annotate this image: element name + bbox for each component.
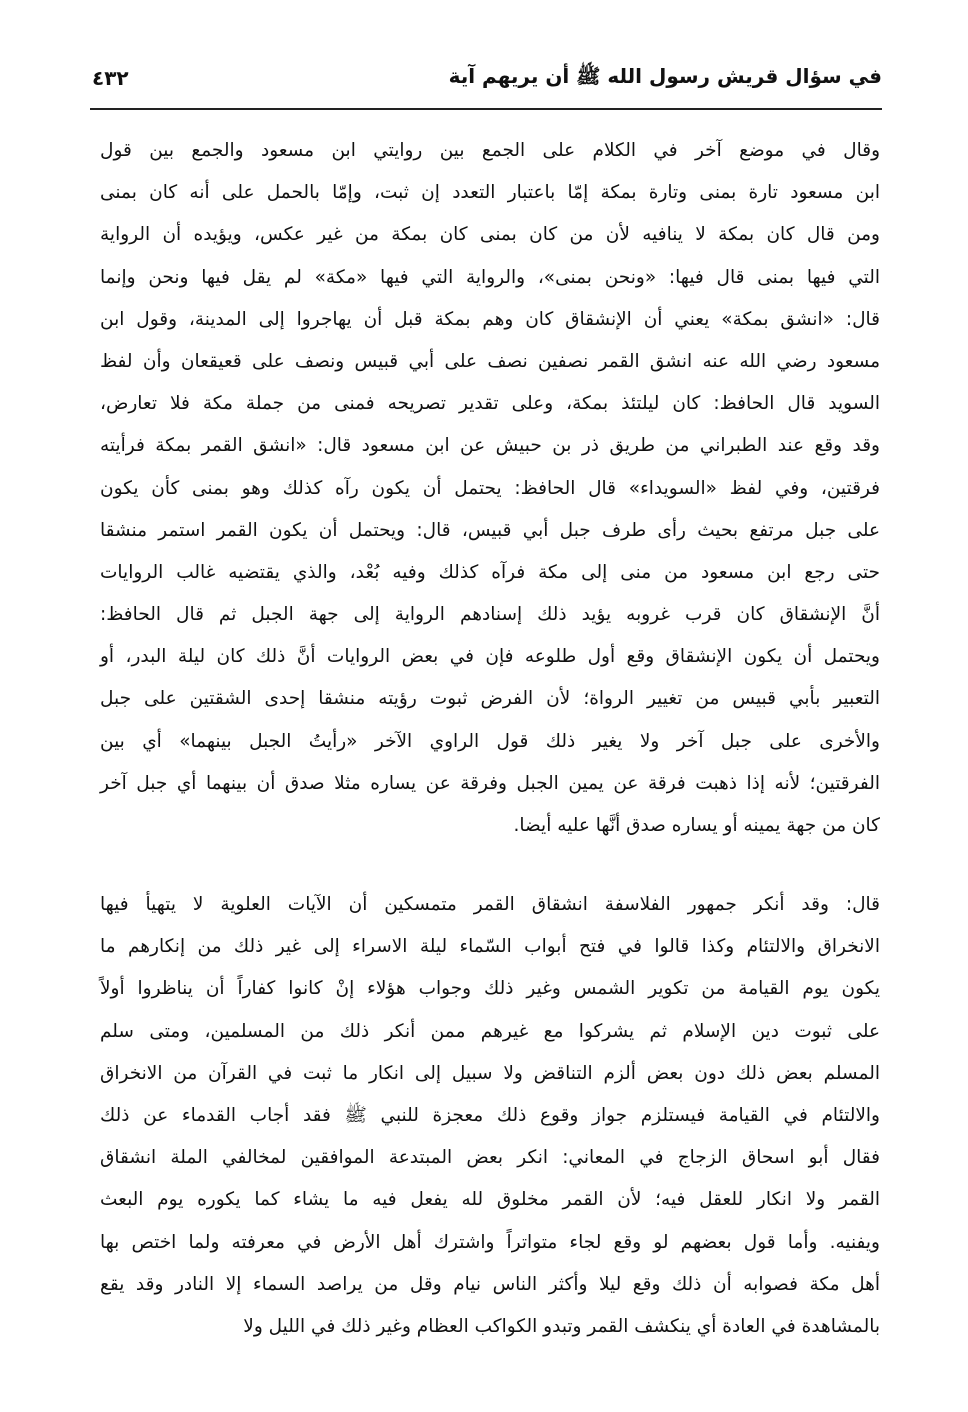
text-line: الفرقتين؛ لأنه إذا ذهبت فرقة عن يمين الجبل وفرقة عن يساره مثلا صدق أن بينهما أي جبل آخر [100,772,880,794]
text-line: حتى رجع ابن مسعود من منى إلى مكة فرآه كذلك وفيه بُعْد، والذي يقتضيه غالب الروايات [100,561,880,583]
text-line: فقال أبو اسحاق الزجاج في المعاني: انكر بعض المبتدعة الموافقين لمخالفي الملة انشقاق [100,1147,880,1169]
text-line: التعبير بأبي قبيس من تغيير الرواة؛ لأن الفرض ثبوت رؤيته منشقا إحدى الشقتين على جبل [100,688,880,710]
running-header [92,62,882,102]
page-number: ٤٣٢ [92,66,129,90]
text-line: بالمشاهدة في العادة أي ينكشف القمر وتبدو الكواكب العظام وغير ذلك في الليل ولا [243,1315,880,1337]
text-line: ويحتمل أن يكون الإنشقاق وقع أول طلوعه فإن في بعض الروايات أنَّ ذلك كان ليلة البدر، أو [100,646,880,668]
text-line: قال: «انشق بمكة» يعني أن الإنشقاق كان وهم بمكة قبل أن يهاجروا إلى المدينة، وقول ابن [100,308,880,330]
header-rule [90,108,882,110]
text-line: قال: وقد أنكر جمهور الفلاسفة انشقاق القمر متمسكين أن الآيات العلوية لا يتهيأ فيها [100,894,880,915]
header-title: في سؤال قريش رسول الله ﷺ أن يريهم آية [448,64,882,88]
text-line: والالتئام في القيامة فيستلزم جواز وقوع ذلك معجزة للنبي ﷺ فقد أجاب القدماء عن ذلك [100,1104,880,1126]
text-line: على جبل مرتفع بحيث رأى طرف جبل أبي قبيس، قال: ويحتمل أن يكون القمر استمر منشقا [100,519,880,541]
text-line: الانخراق والالتئام وكذا قالوا في فتح أبواب السّماء ليلة الاسراء إلى غير ذلك من إنكارهم ما [100,936,880,958]
text-line: مسعود رضي الله عنه انشق القمر نصفين نصف على أبي قبيس ونصف على قعيقعان وأن لفظ [100,350,880,372]
paragraph-2 [100,884,880,1348]
text-line: أهل مكة فصوابه أن ذلك وقع ليلا وأكثر الناس نيام وقل من يراصد السماء إلا النادر وقد يقع [100,1273,880,1295]
text-line: فرقتين، وفي لفظ «السويداء» قال الحافظ: يحتمل أن يكون رآه كذلك وهو بمنى كأن يكون [100,477,880,499]
text-line: يكون يوم القيامة من تكوير الشمس وغير ذلك وجواب هؤلاء إنْ كانوا كفاراً أن يناظروا أولاً [100,978,880,1000]
text-line: وقال في موضع آخر في الكلام على الجمع بين روايتي ابن مسعود والجمع بين قول [100,140,880,161]
text-line: ومن قال كان بمكة لا ينافيه لأن من كان بمنى كان بمكة من غير عكس، ويؤيده أن الرواية [100,224,880,246]
text-line: على ثبوت دين الإسلام ثم يشركوا مع غيرهم ممن أنكر ذلك من المسلمين، ومتى سلم [100,1020,880,1042]
text-line: القمر ولا انكار للعقل فيه؛ لأن القمر مخلوق لله يفعل فيه ما يشاء كما يكوره يوم البعث [100,1189,880,1211]
text-line: أنَّ الإنشقاق كان قرب غروبه يؤيد ذلك إسنادهم الرواية إلى جهة الجبل ثم قال الحافظ: [100,604,880,626]
text-line: ابن مسعود تارة بمنى وتارة بمكة إمّا باعتبار التعدد إن ثبت، وإمّا بالحمل على أنه كان بمنى [100,182,880,204]
text-line: السويد قال الحافظ: كان ليلتئذ بمكة، وعلى تقدير تصريحه فمنى من جملة مكة فلا تعارض، [100,393,880,415]
text-line: ويفنيه. وأما قول بعضهم لو وقع لجاء متواتراً واشترك أهل الأرض في معرفته ولما اختص بها [100,1231,880,1253]
paragraph-1 [100,130,880,847]
text-line: كان من جهة يمينه أو يساره صدق أنَّها عليه أيضا. [513,815,880,836]
text-line: والأخرى على جبل آخر ولا يغير ذلك قول الراوي الآخر «رأيتُ الجبل بينهما» أي بين [100,730,880,752]
text-line: التي فيها بمنى قال فيها: «ونحن بمنى»، والرواية التي فيها «مكة» لم يقل فيها ونحن وإنما [100,266,880,288]
text-line: المسلم بعض ذلك دون بعض ألزم التناقض ولا سبيل إلى انكار ما ثبت في القرآن من الانخراق [100,1062,880,1084]
text-line: وقد وقع عند الطبراني من طريق ذر بن حبيش عن ابن مسعود قال: «انشق القمر بمكة فرأيته [100,435,880,457]
